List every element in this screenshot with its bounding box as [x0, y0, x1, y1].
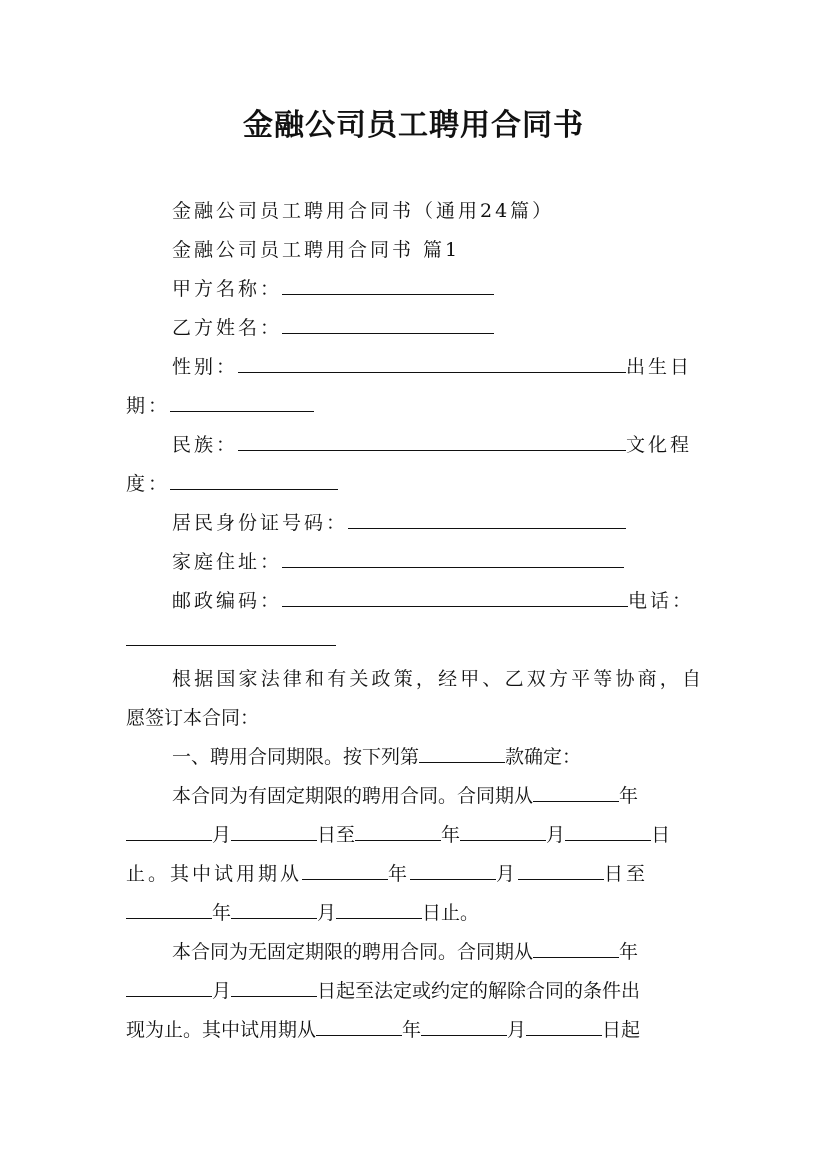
open-term-line-1	[126, 933, 701, 972]
birth-date-label-start: 出生日	[626, 356, 693, 378]
unit-year: 年	[441, 824, 461, 846]
blank	[231, 824, 317, 841]
blank	[526, 1019, 602, 1036]
unit-year: 年	[402, 1019, 422, 1041]
party-b-name-label: 乙方姓名：	[172, 317, 283, 339]
postal-code-label: 邮政编码：	[172, 590, 283, 612]
open-term-condition: 日起至法定或约定的解除合同的条件出	[317, 980, 641, 1002]
period-end: 日止。	[422, 902, 480, 924]
unit-day-to: 日至	[604, 863, 649, 885]
home-address-line	[126, 543, 701, 582]
id-number-label: 居民身份证号码：	[172, 512, 349, 534]
blank	[302, 863, 388, 880]
open-term-line-2	[126, 972, 701, 1011]
id-number-line	[126, 504, 701, 543]
blank	[518, 863, 604, 880]
blank	[421, 1019, 507, 1036]
unit-month: 月	[317, 902, 337, 924]
id-number-blank	[348, 512, 626, 529]
trial-text: 止。其中试用期从	[126, 863, 303, 885]
open-term-trial: 现为止。其中试用期从	[126, 1019, 317, 1041]
postal-code-blank	[282, 590, 628, 607]
clause-number-blank	[419, 746, 505, 763]
party-b-name-blank	[282, 317, 494, 334]
birth-date-blank	[170, 395, 314, 412]
home-address-label: 家庭住址：	[172, 551, 283, 573]
blank	[126, 824, 212, 841]
ethnicity-blank	[238, 434, 626, 451]
blank	[126, 902, 212, 919]
party-a-name-label: 甲方名称：	[172, 278, 283, 300]
fixed-term-line-1	[126, 777, 701, 816]
unit-month: 月	[212, 980, 232, 1002]
blank	[460, 824, 546, 841]
clause-1-text: 一、聘用合同期限。按下列第	[172, 746, 420, 768]
unit-year: 年	[619, 941, 639, 963]
clause-1-confirm: 款确定：	[505, 746, 582, 768]
gender-blank	[238, 356, 626, 373]
intro-line-2: 愿签订本合同：	[126, 707, 260, 729]
phone-blank	[126, 629, 336, 646]
postal-code-line	[126, 582, 701, 621]
unit-month: 月	[507, 1019, 527, 1041]
blank	[231, 980, 317, 997]
party-a-name-blank	[282, 278, 494, 295]
fixed-term-line-4	[126, 894, 701, 933]
unit-day-to: 日至	[317, 824, 356, 846]
blank	[533, 785, 619, 802]
fixed-term-text: 本合同为有固定期限的聘用合同。合同期从	[172, 785, 534, 807]
unit-year: 年	[212, 902, 232, 924]
phone-line	[126, 621, 701, 660]
clause-1-line	[126, 738, 701, 777]
blank	[355, 824, 441, 841]
education-blank	[170, 473, 338, 490]
gender-line	[126, 348, 701, 387]
ethnicity-label: 民族：	[172, 434, 239, 456]
education-label-start: 文化程	[626, 434, 693, 456]
blank	[316, 1019, 402, 1036]
open-term-start: 日起	[602, 1019, 641, 1041]
education-line	[126, 465, 701, 504]
party-a-name-line	[126, 270, 701, 309]
blank	[565, 824, 651, 841]
unit-year: 年	[388, 863, 411, 885]
unit-month: 月	[212, 824, 232, 846]
party-b-name-line	[126, 309, 701, 348]
fixed-term-line-2	[126, 816, 701, 855]
open-term-text: 本合同为无固定期限的聘用合同。合同期从	[172, 941, 534, 963]
unit-day: 日	[651, 824, 671, 846]
intro-line-1: 根据国家法律和有关政策，经甲、乙双方平等协商，自	[172, 668, 701, 690]
document-subtitle: 金融公司员工聘用合同书（通用24篇）	[172, 200, 555, 222]
unit-month: 月	[546, 824, 566, 846]
gender-label: 性别：	[172, 356, 239, 378]
blank	[410, 863, 496, 880]
blank	[231, 902, 317, 919]
blank	[126, 980, 212, 997]
birth-date-line	[126, 387, 701, 426]
education-label-end: 度：	[126, 473, 171, 495]
unit-month: 月	[496, 863, 519, 885]
unit-year: 年	[619, 785, 639, 807]
document-title: 金融公司员工聘用合同书	[243, 108, 584, 143]
birth-date-label-end: 期：	[126, 395, 171, 417]
open-term-line-3	[126, 1011, 701, 1050]
ethnicity-line	[126, 426, 701, 465]
blank	[336, 902, 422, 919]
home-address-blank	[282, 551, 624, 568]
phone-label: 电话：	[628, 590, 695, 612]
blank	[533, 941, 619, 958]
fixed-term-line-3	[126, 855, 701, 894]
section-heading: 金融公司员工聘用合同书 篇1	[172, 239, 461, 261]
